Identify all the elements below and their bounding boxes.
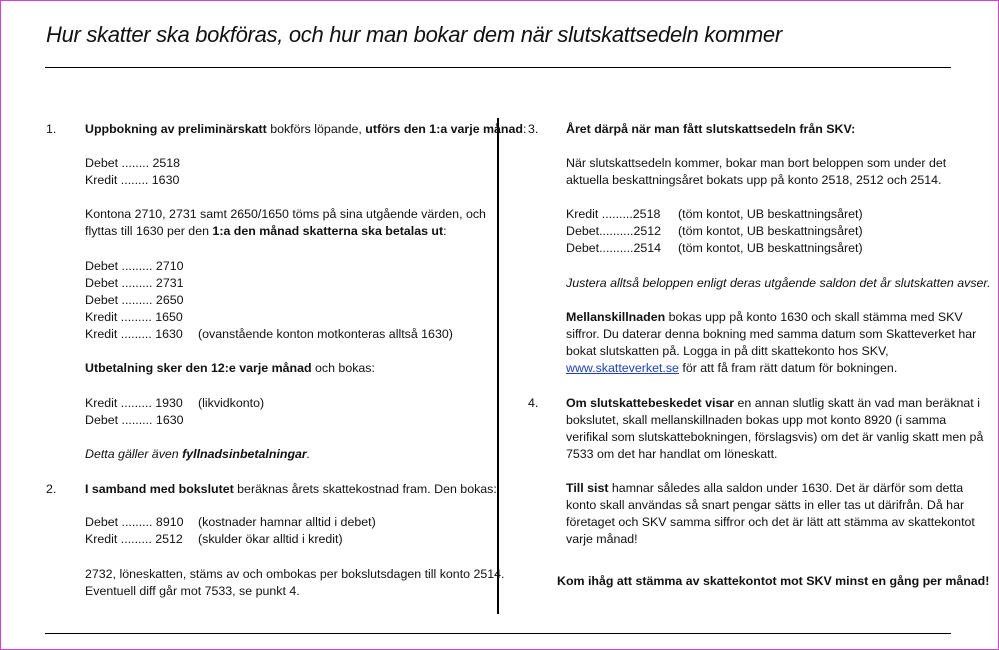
section-2-number: 2. <box>46 482 57 496</box>
section-1-heading <box>85 121 526 138</box>
s3-row-1-note: (töm kontot, UB beskattningsåret) <box>678 207 863 221</box>
s1-heading-end: : <box>522 122 527 136</box>
s1-paragraph-line-2 <box>85 223 447 240</box>
s4-line-1 <box>566 395 980 412</box>
s2-entry-1-note: (kostnader hamnar alltid i debet) <box>198 515 376 529</box>
s3-difference-text: bokas upp på konto 1630 och skall stämma med SKV <box>665 310 963 324</box>
s4-line-3: verifikal som slutskattebokningen, förslagsvis) om det är vanlig skatt men på <box>566 430 984 444</box>
s4-final-line-3: företaget och SKV samma siffror och det är lätt att stämma av skattekontot <box>566 515 975 529</box>
section-4-number: 4. <box>528 396 539 410</box>
s3-difference-line-1 <box>566 309 963 326</box>
s4-line-1-text: en annan slutlig skatt än vad man beräknat i <box>734 396 980 410</box>
skatteverket-link[interactable]: www.skatteverket.se <box>566 361 679 375</box>
bottom-divider <box>45 633 951 634</box>
s2-heading-bold: I samband med bokslutet <box>85 482 234 496</box>
s1-note-bold: fyllnadsinbetalningar <box>182 447 307 461</box>
s1-note-start: Detta gäller även <box>85 447 183 461</box>
s2-entry-1: Debet ......... 8910 <box>85 515 184 529</box>
s1-note-end: . <box>306 447 311 461</box>
s3-paragraph-line-2: aktuella beskattningsåret bokats upp på konto 2518, 2512 och 2514. <box>566 173 942 187</box>
section-2-heading <box>85 481 497 498</box>
s4-final-line-2: konto skall användas så snart pengar sätts in eller tas ut därifrån. Då har <box>566 498 965 512</box>
s1-payout-bold: Utbetalning sker den 12:e varje månad <box>85 361 312 375</box>
s3-difference-line-3: bokat slutskatten på. Logga in på ditt skattekonto hos SKV, <box>566 344 889 358</box>
s1-p2-start: flyttas till 1630 per den <box>85 224 213 238</box>
section-3-number: 3. <box>528 122 539 136</box>
s3-difference-bold: Mellanskillnaden <box>566 310 666 324</box>
s2-heading-end: beräknas årets skattekostnad fram. Den bokas: <box>233 482 497 496</box>
s3-row-2: Debet..........2512 <box>566 224 662 238</box>
s2-entry-2: Kredit ......... 2512 <box>85 532 183 546</box>
s3-difference-line-4-text: för att få fram rätt datum för bokningen. <box>678 361 898 375</box>
s1-row-4: Kredit ......... 1650 <box>85 310 183 324</box>
s3-difference-line-4 <box>566 360 897 377</box>
s4-final-line-1-text: hamnar således alla saldon under 1630. Det är därför som detta <box>608 481 964 495</box>
s4-final-line-1 <box>566 480 963 497</box>
s1-payout-entry-1: Kredit ......... 1930 <box>85 396 183 410</box>
s1-heading-bold2: utförs den 1:a varje månad <box>365 122 523 136</box>
s2-entry-2-note: (skulder ökar alltid i kredit) <box>198 532 343 546</box>
s1-row-5-note: (ovanstående konton motkonteras alltså 1630) <box>198 327 453 341</box>
s3-row-1: Kredit .........2518 <box>566 207 661 221</box>
s4-final-bold: Till sist <box>566 481 609 495</box>
s2-paragraph-line-2: Eventuell diff går mot 7533, se punkt 4. <box>85 584 300 598</box>
s1-p2-end: : <box>443 224 447 238</box>
section-3-heading: Året därpå när man fått slutskattsedeln från SKV: <box>566 122 856 136</box>
s1-row-1: Debet ......... 2710 <box>85 259 184 273</box>
s1-p2-bold: 1:a den månad skatterna ska betalas ut <box>212 224 444 238</box>
section-1-number: 1. <box>46 122 57 136</box>
column-divider <box>497 118 499 614</box>
s1-payout-entry-1-note: (likvidkonto) <box>198 396 265 410</box>
s1-payout-entry-2: Debet ......... 1630 <box>85 413 184 427</box>
s1-row-5: Kredit ......... 1630 <box>85 327 183 341</box>
s4-heading-bold: Om slutskattebeskedet visar <box>566 396 735 410</box>
reminder-note: Kom ihåg att stämma av skattekontot mot SKV minst en gång per månad! <box>557 574 990 588</box>
s1-payout-line <box>85 360 375 377</box>
s1-row-3: Debet ......... 2650 <box>85 293 184 307</box>
page-title: Hur skatter ska bokföras, och hur man bokar dem när slutskattsedeln kommer <box>46 22 782 47</box>
s3-row-2-note: (töm kontot, UB beskattningsåret) <box>678 224 863 238</box>
s4-line-2: bokslutet, skall mellanskillnaden bokas upp mot konto 8920 (i samma <box>566 413 947 427</box>
s1-entry-2: Kredit ........ 1630 <box>85 173 180 187</box>
s1-heading-bold: Uppbokning av preliminärskatt <box>85 122 267 136</box>
s3-paragraph-line-1: När slutskattsedeln kommer, bokar man bort beloppen som under det <box>566 156 947 170</box>
s4-line-4: 7533 om det har handlat om löneskatt. <box>566 447 778 461</box>
s1-row-2: Debet ......... 2731 <box>85 276 184 290</box>
s1-note <box>85 446 310 463</box>
s1-entry-1: Debet ........ 2518 <box>85 156 181 170</box>
s4-final-line-4: varje månad! <box>566 532 638 546</box>
s1-heading-mid: bokförs löpande, <box>266 122 366 136</box>
top-divider <box>45 67 951 68</box>
s2-paragraph-line-1: 2732, löneskatten, stäms av och ombokas per bokslutsdagen till konto 2514. <box>85 567 505 581</box>
s3-difference-line-2: siffror. Du daterar denna bokning med samma datum som Skatteverket har <box>566 327 977 341</box>
s3-row-3: Debet..........2514 <box>566 241 662 255</box>
s1-paragraph-line-1: Kontona 2710, 2731 samt 2650/1650 töms på sina utgående värden, och <box>85 207 486 221</box>
s3-italic-note: Justera alltså beloppen enligt deras utgående saldon det år slutskatten avser. <box>566 276 991 290</box>
s1-payout-end: och bokas: <box>311 361 375 375</box>
s3-row-3-note: (töm kontot, UB beskattningsåret) <box>678 241 863 255</box>
